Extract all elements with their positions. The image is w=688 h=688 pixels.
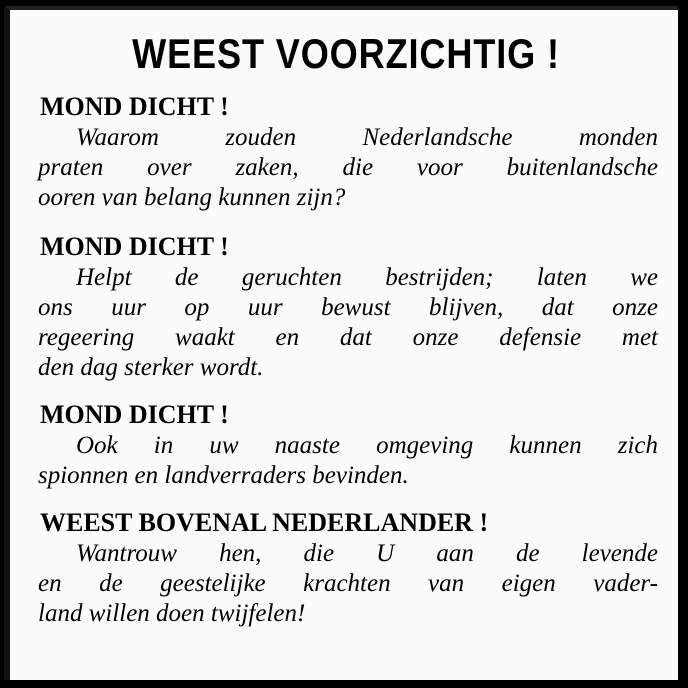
section-2-line-1: Helpt de geruchten bestrijden; laten we	[76, 264, 658, 291]
section-2-line-4: den dag sterker wordt.	[38, 354, 264, 381]
section-4-body	[38, 539, 658, 629]
section-1-line-1: Waarom zouden Nederlandsche monden	[76, 124, 658, 151]
section-3-line-2: spionnen en landverraders bevinden.	[38, 462, 409, 489]
page-title: WEEST VOORZICHTIG !	[132, 30, 560, 77]
section-1-body	[38, 123, 658, 213]
section-3-line-1: Ook in uw naaste omgeving kunnen zich	[76, 432, 658, 459]
scan-edge-right	[678, 0, 688, 688]
section-4-line-1: Wantrouw hen, die U aan de levende	[76, 540, 658, 567]
section-2-heading: MOND DICHT !	[40, 232, 229, 261]
section-2-line-2: ons uur op uur bewust blijven, dat onze	[38, 294, 658, 321]
section-1-heading: MOND DICHT !	[40, 92, 229, 121]
section-4-line-2: en de geestelijke krachten van eigen vader-	[38, 570, 658, 597]
section-2-line-3: regeering waakt en dat onze defensie met	[38, 324, 658, 351]
notice-frame	[4, 6, 682, 680]
section-1-line-2: praten over zaken, die voor buitenlandsche	[38, 154, 658, 181]
section-3-body	[38, 431, 658, 491]
section-3-heading: MOND DICHT !	[40, 400, 229, 429]
section-1-line-3: ooren van belang kunnen zijn?	[38, 184, 346, 211]
scan-edge-bottom	[0, 680, 688, 688]
section-2-body	[38, 263, 658, 383]
section-4-line-3: land willen doen twijfelen!	[38, 600, 306, 627]
section-4-heading: WEEST BOVENAL NEDERLANDER !	[40, 508, 489, 537]
